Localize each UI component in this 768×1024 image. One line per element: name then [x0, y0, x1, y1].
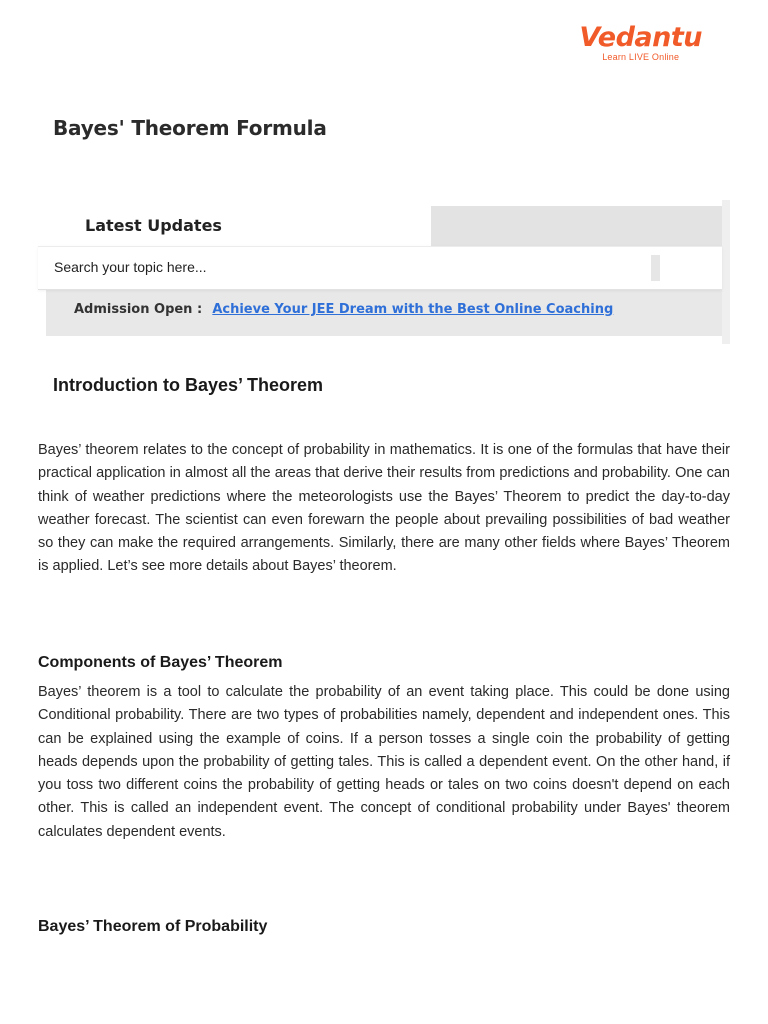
- page-title: Bayes' Theorem Formula: [53, 116, 327, 140]
- widget-panel-top: [431, 206, 722, 246]
- components-heading: Components of Bayes’ Theorem: [38, 654, 283, 671]
- admission-label: Admission Open :: [74, 302, 203, 317]
- intro-heading: Introduction to Bayes’ Theorem: [53, 375, 324, 395]
- components-paragraph: Bayes’ theorem is a tool to calculate the probability of an event taking place. This could be done using Conditional probability. There are two types of probabilities namely, dependent and independent ones. This can be explained using the example of coins. If a person tosses a single coin the probability of getting heads depends upon the probability of getting tales. This is called a dependent event. On the other hand, if you toss two different coins the probability of getting heads or tales on two coins doesn't depend on each other. This is called an independent event. The concept of conditional probability under Bayes' theorem calculates dependent events.: [38, 684, 730, 840]
- vedantu-logo[interactable]: [579, 22, 702, 62]
- admission-notice: [74, 302, 613, 317]
- admission-link[interactable]: Achieve Your JEE Dream with the Best Online Coaching: [212, 302, 614, 317]
- search-button[interactable]: [651, 255, 660, 281]
- latest-updates-widget: [38, 192, 730, 352]
- search-input[interactable]: [52, 258, 636, 276]
- probability-heading: Bayes’ Theorem of Probability: [38, 918, 268, 935]
- search-box: [38, 246, 722, 290]
- logo-wordmark: Vedantu: [579, 22, 702, 53]
- intro-paragraph: Bayes’ theorem relates to the concept of probability in mathematics. It is one of the formulas that have their practical application in almost all the areas that derive their results from predictions and probability. One can think of weather predictions where the meteorologists use the Bayes’ Theorem to predict the day-to-day weather forecast. The scientist can even forewarn the people about prevailing possibilities of bad weather so they can make the required arrangements. Similarly, there are many other fields where Bayes’ Theorem is applied. Let’s see more details about Bayes’ theorem.: [38, 442, 730, 575]
- latest-updates-title: Latest Updates: [85, 216, 222, 235]
- widget-edge: [722, 200, 730, 344]
- logo-tagline: Learn LIVE Online: [602, 52, 680, 62]
